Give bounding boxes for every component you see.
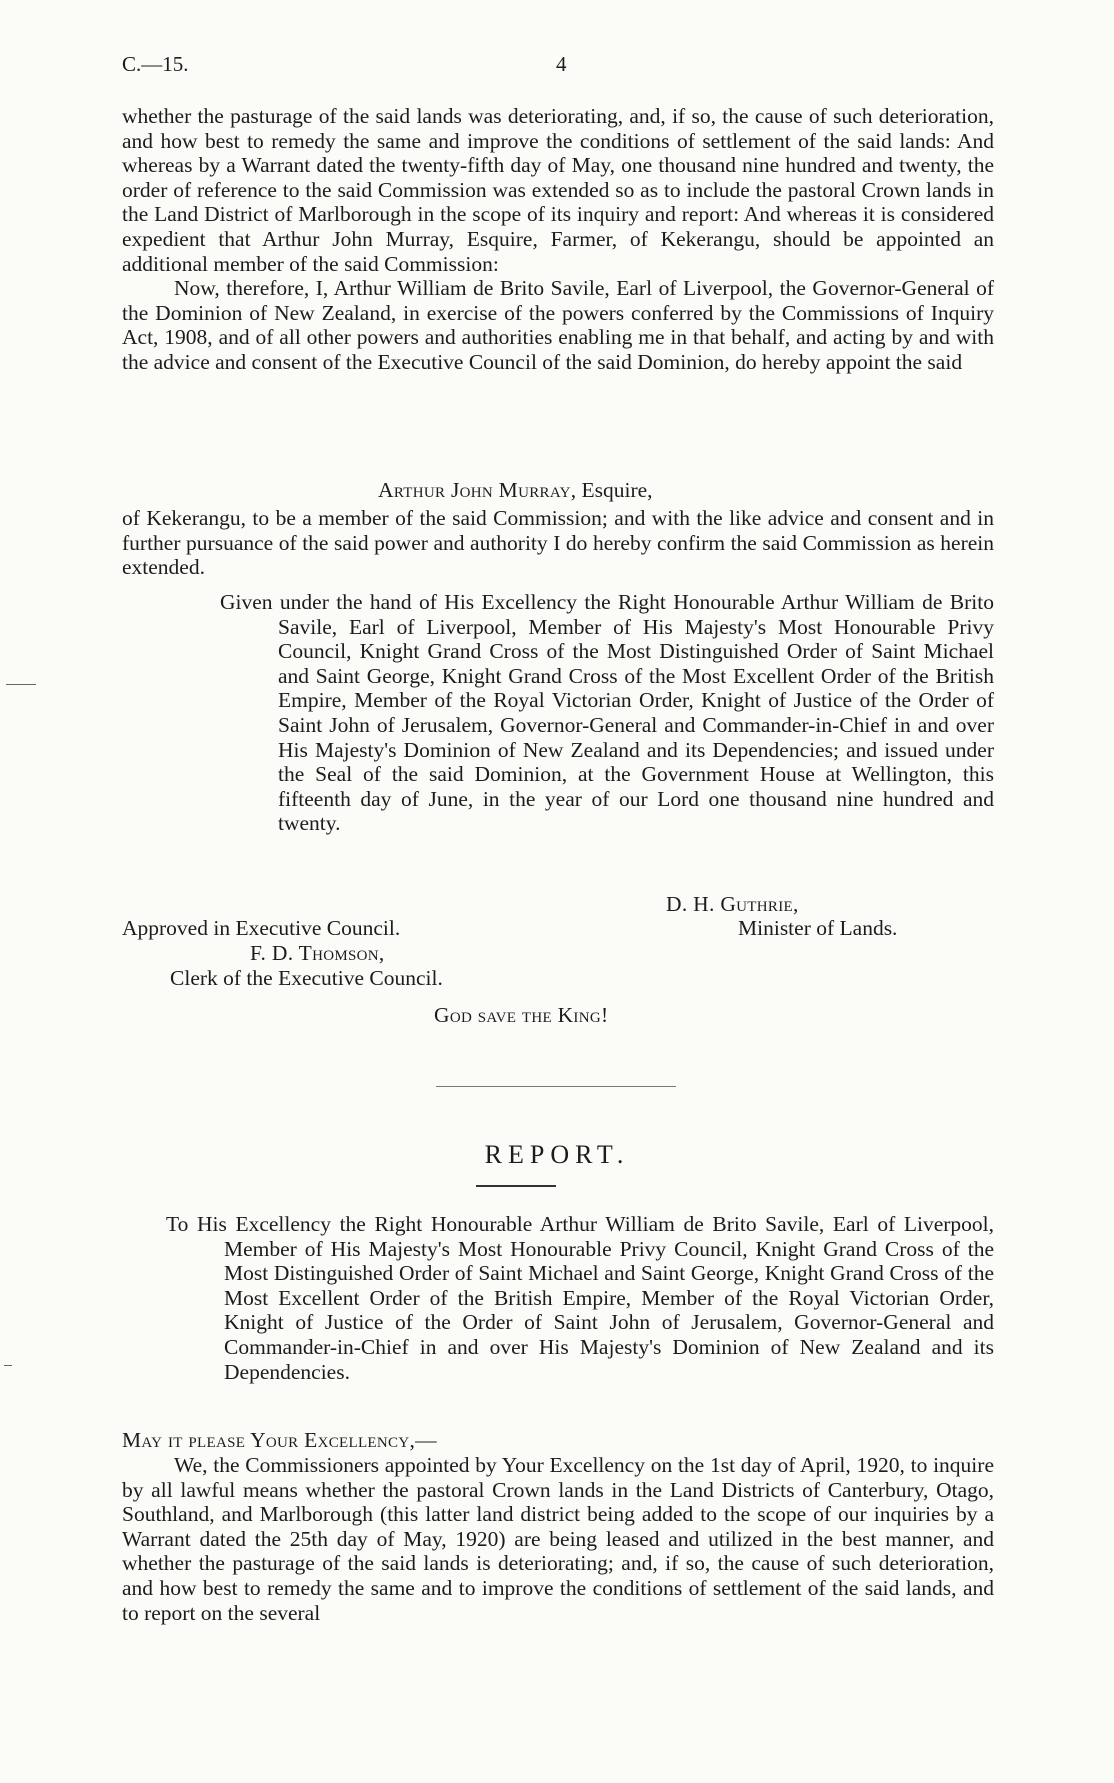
- report-body-block: [122, 1453, 994, 1625]
- appointee-suffix: , Esquire,: [570, 478, 653, 502]
- god-save-the-king: God save the King!: [434, 1003, 609, 1027]
- appointee-name: Arthur John Murray: [378, 478, 571, 502]
- clerk-name: F. D. Thomson,: [250, 941, 385, 965]
- appointee-line: [378, 478, 653, 503]
- title-underline: [476, 1185, 556, 1187]
- confirmation-paragraph-block: [122, 506, 994, 580]
- salutation: May it please Your Excellency,—: [122, 1428, 437, 1452]
- approved-line: Approved in Executive Council.: [122, 916, 401, 940]
- confirmation-paragraph: of Kekerangu, to be a member of the said Commission; and with the like advice and consent and in further pursuance of the said power and authority I do hereby confirm the said Commission as herein extended.: [122, 506, 994, 580]
- section-divider: [436, 1086, 676, 1087]
- report-title: REPORT.: [484, 1140, 630, 1169]
- recital-paragraph: whether the pasturage of the said lands was deteriorating, and, if so, the cause of such deterioration, and how best to remedy the same and improve the conditions of settlement of the said lands: And whereas by a Warrant dated the twenty-fifth day of May, one thousand nine hundred and twenty, the order of reference to the said Commission was extended so as to include the pastoral Crown lands in the Land District of Marlborough in the scope of its inquiry and report: And whereas it is considered expedient that Arthur John Murray, Esquire, Farmer, of Kekerangu, should be appointed an additional member of the said Commission:: [122, 104, 994, 276]
- report-address: To His Excellency the Right Honourable Arthur William de Brito Savile, Earl of Liverpool, Member of His Majesty's Most Honourable Privy Council, Knight Grand Cross of the Most Distinguished Order of Saint Michael and Saint George, Knight Grand Cross of the Most Excellent Order of the British Empire, Member of the Royal Victorian Order, Knight of Justice of the Order of Saint John of Jerusalem, Governor-General and Commander-in-Chief in and over His Majesty's Dominion of New Zealand and its Dependencies.: [166, 1212, 994, 1384]
- document-reference: C.—15.: [122, 52, 189, 76]
- appointment-paragraph: Now, therefore, I, Arthur William de Brito Savile, Earl of Liverpool, the Governor-General of the Dominion of New Zealand, in exercise of the powers conferred by the Commissions of Inquiry Act, 1908, and of all other powers and authorities enabling me in that behalf, and acting by and with the advice and consent of the Executive Council of the said Dominion, do hereby appoint the said: [122, 276, 994, 374]
- given-under-hand: Given under the hand of His Excellency the Right Honourable Arthur William de Brito Savile, Earl of Liverpool, Member of His Majesty's Most Honourable Privy Council, Knight Grand Cross of the Most Distinguished Order of Saint Michael and Saint George, Knight Grand Cross of the Most Excellent Order of the British Empire, Member of the Royal Victorian Order, Knight of Justice of the Order of Saint John of Jerusalem, Governor-General and Commander-in-Chief in and over His Majesty's Dominion of New Zealand and its Dependencies; and issued under the Seal of the said Dominion, at the Government House at Wellington, this fifteenth day of June, in the year of our Lord one thousand nine hundred and twenty.: [220, 590, 994, 836]
- margin-mark: [6, 684, 36, 685]
- report-body-paragraph: We, the Commissioners appointed by Your Excellency on the 1st day of April, 1920, to inquire by all lawful means whether the pastoral Crown lands in the Land Districts of Canterbury, Otago, Southland, and Marlborough (this latter land district being added to the scope of our inquiries by a Warrant dated the 25th day of May, 1920) are being leased and utilized in the best manner, and whether the pasturage of the said lands is deteriorating; and, if so, the cause of such deterioration, and how best to remedy the same and to improve the conditions of settlement of the said lands, and to report on the several: [122, 1453, 994, 1625]
- minister-title: Minister of Lands.: [738, 916, 898, 940]
- margin-mark: [4, 1365, 12, 1366]
- given-under-hand-block: [220, 590, 994, 836]
- page-number: 4: [556, 52, 567, 76]
- report-address-block: [166, 1212, 994, 1384]
- warrant-recital: [122, 104, 994, 375]
- clerk-title: Clerk of the Executive Council.: [170, 966, 443, 990]
- minister-name: D. H. Guthrie,: [666, 892, 799, 916]
